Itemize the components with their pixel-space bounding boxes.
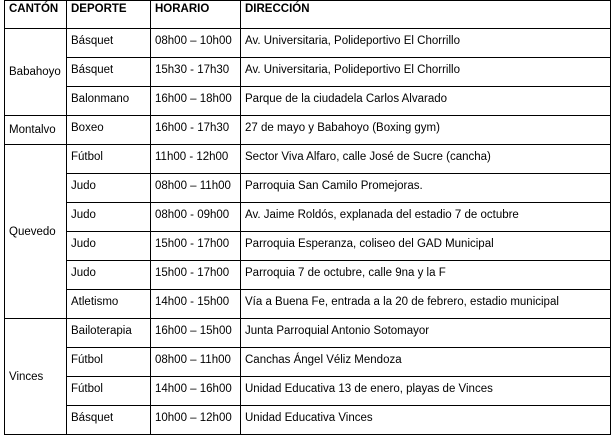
horario-cell: 14h00 - 15h00 bbox=[151, 290, 241, 319]
deporte-cell: Judo bbox=[67, 203, 151, 232]
table-row bbox=[5, 87, 611, 116]
deporte-cell: Atletismo bbox=[67, 290, 151, 319]
direccion-cell: Parroquia Esperanza, coliseo del GAD Municipal bbox=[241, 232, 611, 261]
direccion-cell: 27 de mayo y Babahoyo (Boxing gym) bbox=[241, 116, 611, 145]
direccion-cell: Parroquia 7 de octubre, calle 9na y la F bbox=[241, 261, 611, 290]
table-row bbox=[5, 203, 611, 232]
table-row bbox=[5, 319, 611, 348]
direccion-cell: Av. Universitaria, Polideportivo El Chorrillo bbox=[241, 58, 611, 87]
horario-cell: 15h00 - 17h00 bbox=[151, 261, 241, 290]
header-canton: CANTÓN bbox=[5, 1, 67, 29]
horario-cell: 08h00 – 10h00 bbox=[151, 29, 241, 58]
deporte-cell: Básquet bbox=[67, 58, 151, 87]
canton-cell: Vinces bbox=[5, 319, 67, 435]
table-row bbox=[5, 58, 611, 87]
horario-cell: 16h00 – 15h00 bbox=[151, 319, 241, 348]
table-row bbox=[5, 174, 611, 203]
table-body bbox=[5, 29, 611, 435]
table-row bbox=[5, 348, 611, 377]
header-horario: HORARIO bbox=[151, 1, 241, 29]
direccion-cell: Sector Viva Alfaro, calle José de Sucre (cancha) bbox=[241, 145, 611, 174]
direccion-cell: Vía a Buena Fe, entrada a la 20 de febrero, estadio municipal bbox=[241, 290, 611, 319]
horario-cell: 14h00 – 16h00 bbox=[151, 377, 241, 406]
direccion-cell: Av. Jaime Roldós, explanada del estadio 7 de octubre bbox=[241, 203, 611, 232]
deporte-cell: Básquet bbox=[67, 406, 151, 435]
horario-cell: 11h00 - 12h00 bbox=[151, 145, 241, 174]
direccion-cell: Unidad Educativa 13 de enero, playas de Vinces bbox=[241, 377, 611, 406]
table-row bbox=[5, 232, 611, 261]
deporte-cell: Boxeo bbox=[67, 116, 151, 145]
horario-cell: 16h00 – 18h00 bbox=[151, 87, 241, 116]
deporte-cell: Fútbol bbox=[67, 348, 151, 377]
deporte-cell: Fútbol bbox=[67, 145, 151, 174]
direccion-cell: Parque de la ciudadela Carlos Alvarado bbox=[241, 87, 611, 116]
schedule-table bbox=[4, 0, 611, 435]
deporte-cell: Balonmano bbox=[67, 87, 151, 116]
header-direccion: DIRECCIÓN bbox=[241, 1, 611, 29]
direccion-cell: Unidad Educativa Vinces bbox=[241, 406, 611, 435]
direccion-cell: Canchas Ángel Véliz Mendoza bbox=[241, 348, 611, 377]
canton-cell: Babahoyo bbox=[5, 29, 67, 116]
header-deporte: DEPORTE bbox=[67, 1, 151, 29]
horario-cell: 16h00 - 17h30 bbox=[151, 116, 241, 145]
horario-cell: 08h00 – 11h00 bbox=[151, 348, 241, 377]
table-row bbox=[5, 377, 611, 406]
direccion-cell: Av. Universitaria, Polideportivo El Chorrillo bbox=[241, 29, 611, 58]
deporte-cell: Fútbol bbox=[67, 377, 151, 406]
canton-cell: Montalvo bbox=[5, 116, 67, 145]
deporte-cell: Judo bbox=[67, 261, 151, 290]
header-row bbox=[5, 1, 611, 29]
direccion-cell: Junta Parroquial Antonio Sotomayor bbox=[241, 319, 611, 348]
horario-cell: 08h00 – 11h00 bbox=[151, 174, 241, 203]
table-row bbox=[5, 145, 611, 174]
table-row bbox=[5, 116, 611, 145]
deporte-cell: Básquet bbox=[67, 29, 151, 58]
deporte-cell: Bailoterapia bbox=[67, 319, 151, 348]
table-row bbox=[5, 29, 611, 58]
direccion-cell: Parroquia San Camilo Promejoras. bbox=[241, 174, 611, 203]
horario-cell: 08h00 - 09h00 bbox=[151, 203, 241, 232]
canton-cell: Quevedo bbox=[5, 145, 67, 319]
table-row bbox=[5, 261, 611, 290]
horario-cell: 10h00 – 12h00 bbox=[151, 406, 241, 435]
horario-cell: 15h30 - 17h30 bbox=[151, 58, 241, 87]
horario-cell: 15h00 - 17h00 bbox=[151, 232, 241, 261]
table-row bbox=[5, 290, 611, 319]
deporte-cell: Judo bbox=[67, 174, 151, 203]
deporte-cell: Judo bbox=[67, 232, 151, 261]
table-row bbox=[5, 406, 611, 435]
